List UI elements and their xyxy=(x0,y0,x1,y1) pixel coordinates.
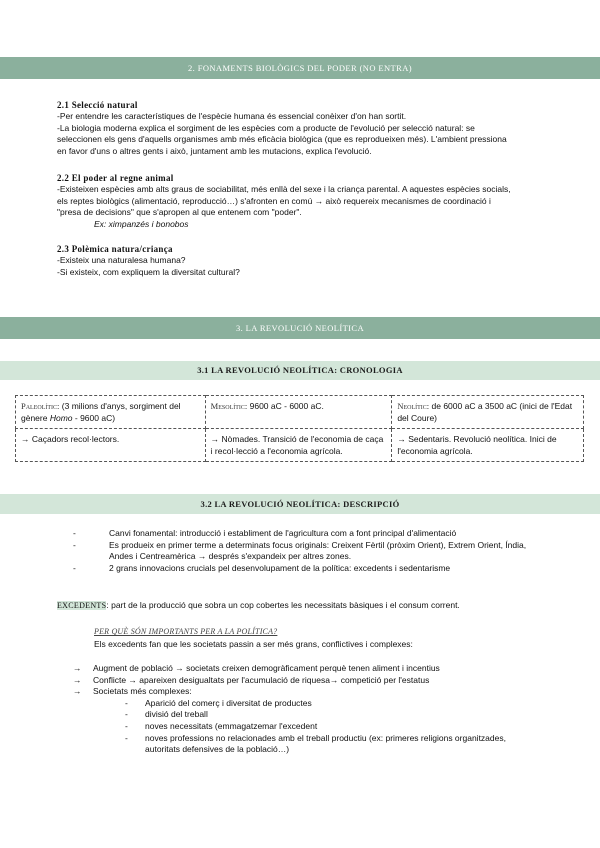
arrow-marker: → xyxy=(73,686,82,697)
consequences-list xyxy=(73,663,583,756)
subsection-title: 3.1 LA REVOLUCIÓ NEOLÍTICA: CRONOLOGIA xyxy=(197,365,403,375)
list-item xyxy=(73,686,583,698)
table-row xyxy=(16,396,584,429)
table-row xyxy=(16,429,584,462)
subsection-heading: 2.1 Selecció natural xyxy=(57,100,138,110)
section-band-fonaments xyxy=(0,57,600,79)
table-cell-paleolitic xyxy=(16,396,206,429)
table-cell-mesolitic xyxy=(205,396,392,429)
sub-list-item-text: noves necessitats (emmagatzemar l'excedent xyxy=(145,720,318,731)
section-title: 3. LA REVOLUCIÓ NEOLÍTICA xyxy=(235,323,365,333)
text-line: "presa de decisions" que s'apropen al que entenem com "poder". xyxy=(57,207,302,218)
list-item xyxy=(73,528,583,540)
text-line: -Existeix una naturalesa humana? xyxy=(57,255,186,265)
text-line: seleccionen els gens d'aquells organismes amb més eficàcia biològica (que es reprodueixen més). L'ambient pressiona xyxy=(57,134,507,145)
dash-marker: - xyxy=(125,720,128,731)
text-line: -Per entendre les característiques de l'espècie humana és essencial conèixer d'on han sortit. xyxy=(57,111,407,121)
period-italic: Homo xyxy=(49,412,73,423)
dash-marker: - xyxy=(73,528,76,538)
sub-list-item-text: autoritats defensives de la població…) xyxy=(145,744,290,755)
list-item-text: Augment de població → societats creixen demogràficament perquè tenen aliment i incentius xyxy=(93,663,440,673)
sub-list-item xyxy=(73,721,583,733)
list-item-text: 2 grans innovacions crucials pel desenvolupament de la política: excedents i sedentarisme xyxy=(109,562,451,573)
example-text: Ex: ximpanzés i bonobos xyxy=(94,218,189,229)
list-item-text: Conflicte → apareixen desigualtats per l'acumulació de riquesa→ competició per l'estatus xyxy=(93,674,430,685)
text-line: -Si existeix, com expliquem la diversitat cultural? xyxy=(57,266,240,277)
subsection-heading: 2.3 Polèmica natura/criança xyxy=(57,244,173,254)
table-cell-neolitic xyxy=(392,396,584,429)
dash-marker: - xyxy=(125,732,128,743)
highlighted-term: EXCEDENTS xyxy=(57,601,107,610)
list-item xyxy=(73,675,583,687)
section-band-revolucio xyxy=(0,317,600,339)
text-line: -La biologia moderna explica el sorgiment de les espècies com a producte de l'evolució per selecció natural: se xyxy=(57,122,475,133)
sub-list-item-continuation xyxy=(73,744,583,756)
dash-marker: - xyxy=(73,539,76,550)
table-cell: → Nòmades. Transició de l'economia de caça i recol·lecció a l'economia agrícola. xyxy=(205,429,392,462)
subsection-band-cronologia xyxy=(0,361,600,380)
text-line: els reptes biològics (alimentació, reproducció…) s'afronten en comú → això requereix mecanismes de coordinació i xyxy=(57,195,491,206)
period-term: Paleolític: xyxy=(21,401,60,411)
list-item-continuation xyxy=(73,551,583,563)
subsection-heading: 2.2 El poder al regne animal xyxy=(57,173,174,183)
list-item xyxy=(73,563,583,575)
table-cell: → Sedentaris. Revolució neolítica. Inici de l'economia agrícola. xyxy=(392,429,584,462)
period-text: - 9600 aC) xyxy=(72,412,116,423)
list-item-text: Canvi fonamental: introducció i establiment de l'agricultura com a font principal d'alimentació xyxy=(109,528,457,538)
question-block xyxy=(94,626,574,650)
subsection-title: 3.2 LA REVOLUCIÓ NEOLÍTICA: DESCRIPCIÓ xyxy=(200,499,400,509)
period-text: (3 milions d'anys, sorgiment del gènere xyxy=(21,401,181,423)
sub-list-item xyxy=(73,709,583,721)
sub-list-item-text: Aparició del comerç i diversitat de productes xyxy=(145,697,312,708)
excedents-definition xyxy=(57,600,587,612)
sub-list-item xyxy=(73,698,583,710)
list-item xyxy=(73,663,583,675)
subsection-seleccio-natural xyxy=(57,99,557,157)
dash-marker: - xyxy=(73,562,76,573)
definition-text: : part de la producció que sobra un cop cobertes les necessitats bàsiques i el consum corrent. xyxy=(106,600,460,610)
period-term: Neolític: xyxy=(397,401,430,411)
answer-text: Els excedents fan que les societats passin a ser més grans, conflictives i complexes: xyxy=(94,638,413,649)
arrow-marker: → xyxy=(73,674,82,685)
sub-list-item-text: noves professions no relacionades amb el treball productiu (ex: primeres religions organitzades, xyxy=(145,732,506,743)
subsection-poder-regne-animal xyxy=(57,172,557,230)
list-item-text: Es produeix en primer terme a determinats focus originals: Creixent Fèrtil (pròxim Orient), Extrem Orient, Índia, xyxy=(109,539,527,550)
period-text: 9600 aC - 6000 aC. xyxy=(247,401,324,411)
dash-marker: - xyxy=(125,709,128,720)
list-item-text: Societats més complexes: xyxy=(93,686,192,697)
text-line: en favor d'uns o altres gents i això, juntament amb les mutacions, explica l'evolució. xyxy=(57,145,372,156)
period-term: Mesolític: xyxy=(210,401,248,411)
chronology-table xyxy=(15,395,584,462)
sub-list-item xyxy=(73,733,583,745)
subsection-band-descripcio xyxy=(0,494,600,514)
description-list xyxy=(73,528,583,574)
subsection-polemica xyxy=(57,243,557,278)
period-text: de 6000 aC a 3500 aC (inici de l'Edat del Coure) xyxy=(397,401,573,423)
table-cell: → Caçadors recol·lectors. xyxy=(16,429,206,462)
section-title: 2. FONAMENTS BIOLÒGICS DEL PODER (NO ENTRA) xyxy=(188,63,412,73)
sub-list-item-text: divisió del treball xyxy=(145,709,208,720)
question-heading: PER QUÈ SÓN IMPORTANTS PER A LA POLÍTICA? xyxy=(94,627,278,636)
text-line: -Existeixen espècies amb alts graus de sociabilitat, més enllà del sexe i la criança parental. A aquestes espècies socials, xyxy=(57,184,511,194)
dash-marker: - xyxy=(125,697,128,708)
list-item xyxy=(73,540,583,552)
list-item-text: Andes i Centreamèrica → després s'expandeix per altres zones. xyxy=(109,551,352,562)
arrow-marker: → xyxy=(73,663,82,673)
